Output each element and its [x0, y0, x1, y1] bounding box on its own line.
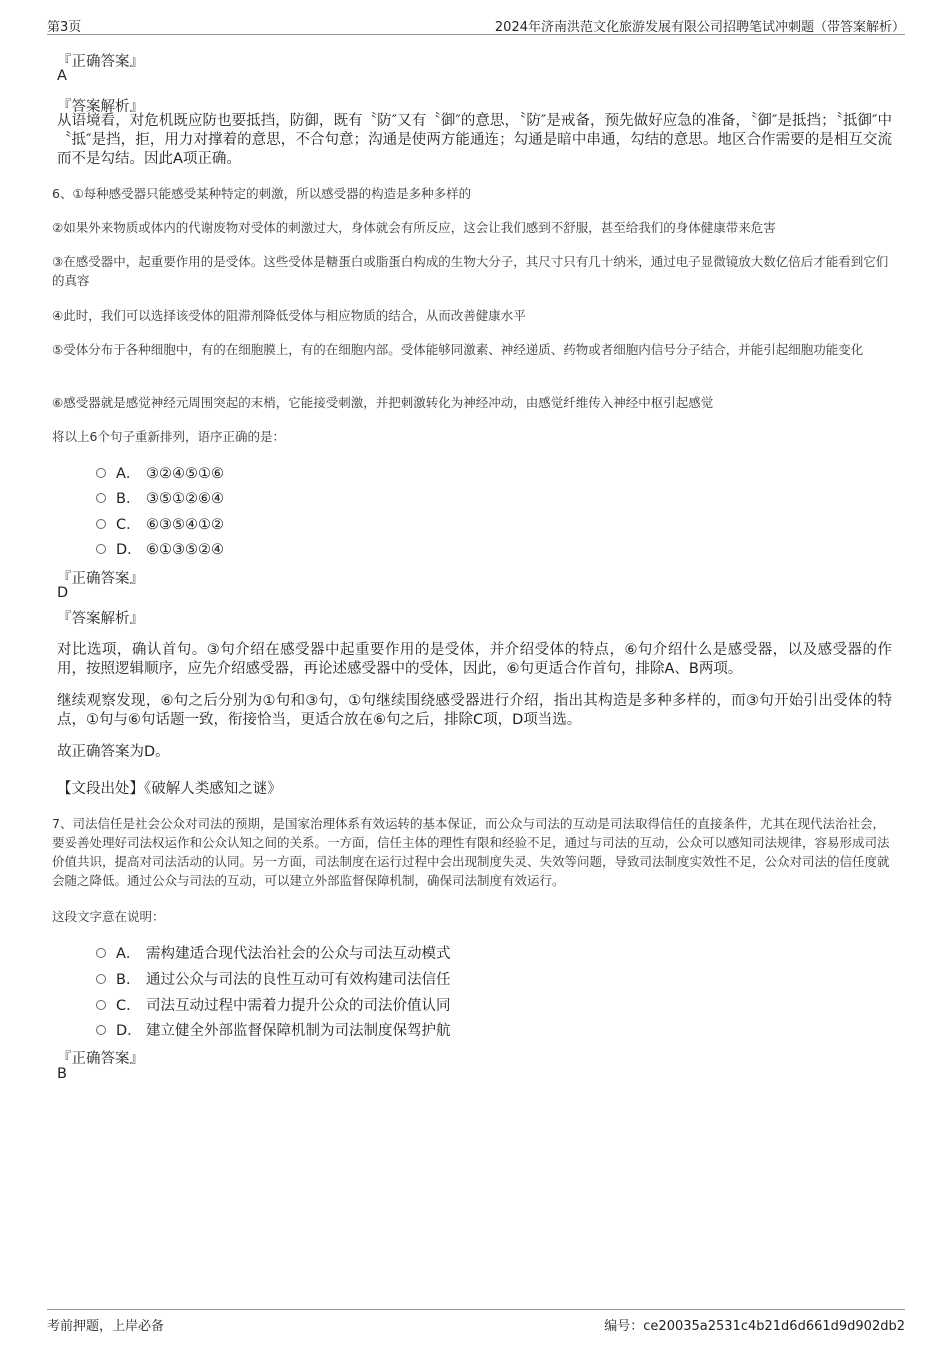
- question-6-sentence-4: ④此时，我们可以选择该受体的阻滞剂降低受体与相应物质的结合，从而改善健康水平: [52, 308, 526, 323]
- question-7-option-c[interactable]: C． 司法互动过程中需着力提升公众的司法价值认同: [96, 994, 451, 1015]
- answer-label: 『正确答案』: [57, 1051, 144, 1067]
- radio-icon[interactable]: [96, 493, 106, 503]
- question-7-option-a[interactable]: A． 需构建适合现代法治社会的公众与司法互动模式: [96, 942, 451, 963]
- radio-icon[interactable]: [96, 948, 106, 958]
- radio-icon[interactable]: [96, 1000, 106, 1010]
- answer-value: A: [57, 68, 67, 84]
- document-id: 编号：ce20035a2531c4b21d6d661d9d902db2: [604, 1319, 905, 1334]
- answer-label: 『正确答案』: [57, 571, 144, 587]
- radio-icon[interactable]: [96, 974, 106, 984]
- question-6-prompt: 将以上6个句子重新排列，语序正确的是：: [52, 429, 285, 444]
- page-number: 第3页: [47, 20, 82, 35]
- question-6-option-a[interactable]: A． ③②④⑤①⑥: [96, 462, 224, 483]
- answer-label: 『正确答案』: [57, 54, 144, 70]
- question-7-prompt: 这段文字意在说明：: [52, 909, 165, 924]
- analysis-label: 『答案解析』: [57, 611, 144, 627]
- question-6-option-c[interactable]: C． ⑥③⑤④①②: [96, 513, 224, 534]
- question-6-sentence-6: ⑥感受器就是感觉神经元周围突起的末梢，它能接受刺激，并把刺激转化为神经冲动，由感觉纤维传入神经中枢引起感觉: [52, 395, 714, 410]
- analysis-label: 『答案解析』: [57, 99, 144, 115]
- analysis-text: 从语境看，对危机既应防也要抵挡，防御，既有〝防″又有〝御″的意思，〝防″是戒备，预先做好应急的准备，〝御″是抵挡；〝抵御″中〝抵″是挡，拒，用力对撑着的意思，不合句意；沟通是使两方能通连；勾通是暗中串通，勾结的意思。地区合作需要的是相互交流而不是勾结。因此A项正确。: [57, 113, 892, 167]
- question-7-stem: 7、司法信任是社会公众对司法的预期，是国家治理体系有效运转的基本保证，而公众与司法的互动是司法取得信任的直接条件，尤其在现代法治社会，要妥善处理好司法权运作和公众认知之间的关系。一方面，信任主体的理性有限和经验不足，通过与司法的互动，公众可以感知司法规律，容易形成司法价值共识，提高对司法活动的认同。另一方面，司法制度在运行过程中会出现制度失灵、失效等问题，导致司法制度实效性不足，公众对司法的信任度就会随之降低。通过公众与司法的互动，可以建立外部监督保障机制，确保司法制度有效运行。: [52, 816, 890, 888]
- text-source: 【文段出处】《破解人类感知之谜》: [57, 781, 282, 797]
- answer-value: B: [57, 1066, 67, 1082]
- question-6-sentence-1: 6、①每种感受器只能感受某种特定的刺激，所以感受器的构造是多种多样的: [52, 186, 472, 201]
- question-6-sentence-2: ②如果外来物质或体内的代谢废物对受体的刺激过大，身体就会有所反应，这会让我们感到不舒服，甚至给我们的身体健康带来危害: [52, 220, 776, 235]
- page-footer: [47, 1309, 905, 1334]
- analysis-paragraph-1: 对比选项，确认首句。③句介绍在感受器中起重要作用的是受体，并介绍受体的特点，⑥句介绍什么是感受器，以及感受器的作用，按照逻辑顺序，应先介绍感受器，再论述感受器中的受体，因此，⑥句更适合作首句，排除A、B两项。: [57, 642, 892, 677]
- question-6-option-d[interactable]: D． ⑥①③⑤②④: [96, 538, 224, 559]
- question-6-sentence-3: ③在感受器中，起重要作用的是受体。这些受体是糖蛋白或脂蛋白构成的生物大分子，其尺寸只有几十纳米，通过电子显微镜放大数亿倍后才能看到它们的真容: [52, 254, 889, 288]
- footer-slogan: 考前押题，上岸必备: [47, 1319, 165, 1334]
- radio-icon[interactable]: [96, 1025, 106, 1035]
- analysis-paragraph-2: 继续观察发现，⑥句之后分别为①句和③句，①句继续围绕感受器进行介绍，指出其构造是多种多样的，而③句开始引出受体的特点，①句与⑥句话题一致，衔接恰当，更适合放在⑥句之后，排除C项，D项当选。: [57, 693, 892, 728]
- question-6-sentence-5: ⑤受体分布于各种细胞中，有的在细胞膜上，有的在细胞内部。受体能够同激素、神经递质、药物或者细胞内信号分子结合，并能引起细胞功能变化: [52, 342, 864, 357]
- analysis-conclusion: 故正确答案为D。: [57, 744, 170, 760]
- radio-icon[interactable]: [96, 519, 106, 529]
- radio-icon[interactable]: [96, 544, 106, 554]
- document-title: 2024年济南洪范文化旅游发展有限公司招聘笔试冲刺题（带答案解析）: [494, 20, 905, 35]
- page-header: [47, 14, 905, 35]
- answer-value: D: [57, 585, 69, 601]
- radio-icon[interactable]: [96, 468, 106, 478]
- question-7-option-b[interactable]: B． 通过公众与司法的良性互动可有效构建司法信任: [96, 968, 451, 989]
- question-6-option-b[interactable]: B． ③⑤①②⑥④: [96, 487, 224, 508]
- question-7-option-d[interactable]: D． 建立健全外部监督保障机制为司法制度保驾护航: [96, 1019, 451, 1040]
